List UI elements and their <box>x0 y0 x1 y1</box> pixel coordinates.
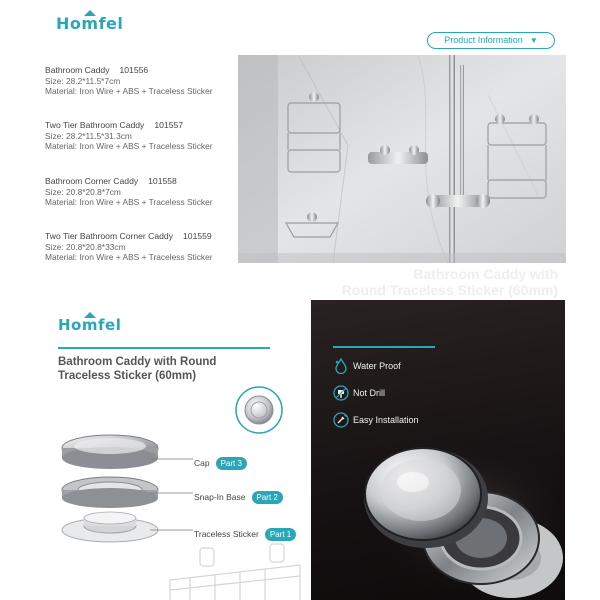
ghost-title <box>300 266 558 298</box>
caddy-outline-sketch <box>160 540 310 600</box>
features-panel <box>311 300 565 600</box>
chrome-mount-render <box>351 428 565 600</box>
product-name: Bathroom Caddy <box>45 65 110 75</box>
product-code: 101557 <box>154 120 184 130</box>
product-code: 101559 <box>183 231 212 241</box>
logo-house-icon <box>82 316 98 334</box>
feature-item <box>333 358 401 374</box>
product-name: Bathroom Corner Caddy <box>45 176 139 186</box>
product-material: Material: Iron Wire + ABS + Traceless Sticker <box>45 252 213 262</box>
product-name-row <box>45 65 235 75</box>
logo-text: fel <box>98 14 124 33</box>
part-badge: Part 3 <box>216 457 247 470</box>
feature-label: Easy Installation <box>353 415 419 425</box>
detail-title-line1: Bathroom Caddy with Round <box>58 356 217 368</box>
install-icon <box>333 412 349 428</box>
part-leader-lines <box>150 450 195 545</box>
logo-text: Ho <box>56 14 82 33</box>
product-size: Size: 20.8*20.8*33cm <box>45 242 126 252</box>
feature-label: Water Proof <box>353 361 401 371</box>
product-material: Material: Iron Wire + ABS + Traceless Sticker <box>45 141 213 151</box>
chevron-down-icon: ▼ <box>529 36 538 45</box>
ghost-title-line2: Round Traceless Sticker (60mm) <box>341 282 558 298</box>
logo-text-m: m <box>81 14 99 33</box>
part-badge: Part 2 <box>252 491 283 504</box>
logo-text: fel <box>98 316 122 334</box>
brand-logo <box>56 14 123 33</box>
part-label: Snap-In Base <box>194 492 246 502</box>
logo-text: Ho <box>58 316 82 334</box>
product-information-label: Product Information <box>444 35 523 45</box>
ghost-title-line1: Bathroom Caddy with <box>413 266 558 282</box>
part-row <box>194 453 247 471</box>
product-size: Size: 28.2*11.5*7cm <box>45 76 121 86</box>
part-label: Traceless Sticker <box>194 529 259 539</box>
product-size: Size: 20.8*20.8*7cm <box>45 187 121 197</box>
section-divider <box>58 347 270 349</box>
water-drop-icon <box>333 358 349 374</box>
product-size: Size: 28.2*11.5*31.3cm <box>45 131 132 141</box>
shower-scene-illustration <box>238 55 566 263</box>
no-drill-icon <box>333 385 349 401</box>
product-item <box>45 231 235 262</box>
product-name-row <box>45 120 235 130</box>
detail-title <box>58 355 288 383</box>
part-badge: Part 1 <box>265 528 296 541</box>
part-label: Cap <box>194 458 210 468</box>
product-item <box>45 120 235 151</box>
product-code: 101556 <box>119 65 149 75</box>
logo-house-icon <box>81 14 98 33</box>
sticker-thumbnail <box>234 385 284 435</box>
feature-item <box>333 385 385 401</box>
product-name: Two Tier Bathroom Caddy <box>45 120 145 130</box>
shower-product-photo <box>238 55 566 263</box>
product-name-row <box>45 176 235 186</box>
detail-title-line2: Traceless Sticker (60mm) <box>58 370 197 382</box>
feature-label: Not Drill <box>353 388 386 398</box>
product-material: Material: Iron Wire + ABS + Traceless Sticker <box>45 197 213 207</box>
logo-text-m: m <box>81 316 98 334</box>
part-row <box>194 487 283 505</box>
product-name-row <box>45 231 235 241</box>
brand-logo <box>58 316 121 334</box>
product-item <box>45 176 235 207</box>
sticker-thumbnail-icon <box>234 385 284 435</box>
product-item <box>45 65 235 96</box>
product-information-button[interactable] <box>427 32 555 49</box>
features-divider <box>333 346 435 348</box>
product-code: 101558 <box>148 176 177 186</box>
feature-item <box>333 412 419 428</box>
product-material: Material: Iron Wire + ABS + Traceless Sticker <box>45 86 213 96</box>
product-name: Two Tier Bathroom Corner Caddy <box>45 231 174 241</box>
